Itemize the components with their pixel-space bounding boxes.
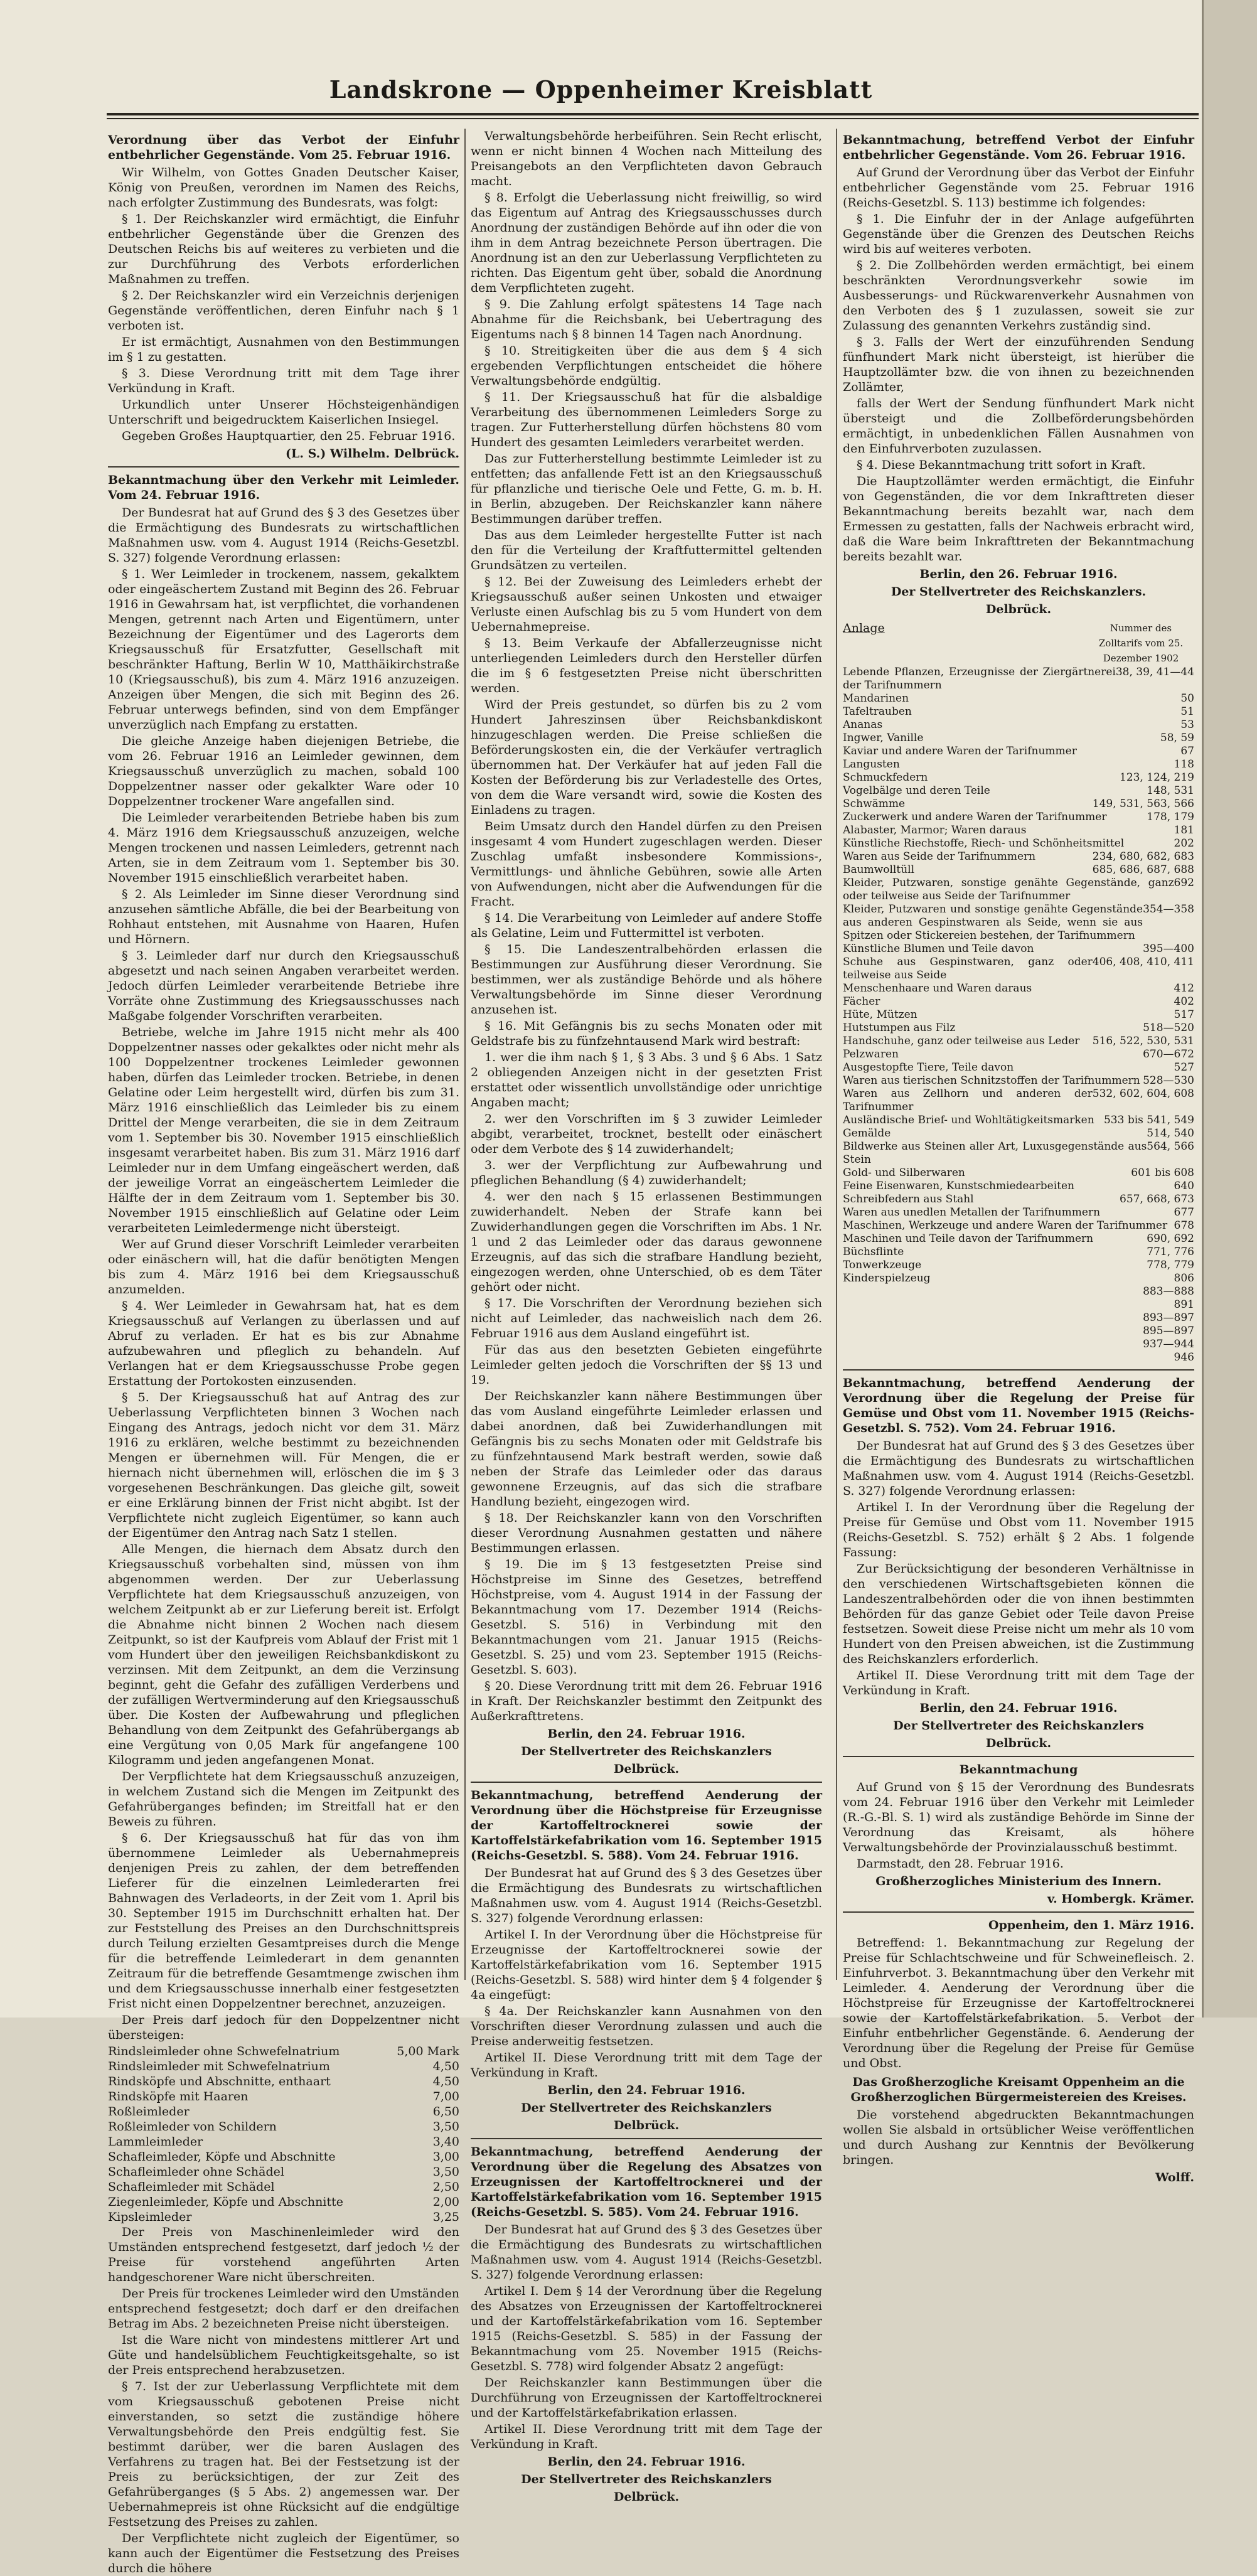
anlage-row-value: 181 [1174,824,1194,836]
anlage-row-value: 51 [1180,705,1194,718]
anlage-row [843,943,1194,956]
date-line: Berlin, den 24. Februar 1916. [547,1727,746,1741]
anlage-row-label: Tafeltrauben [843,705,912,718]
anlage-row [843,1232,1194,1246]
anlage-row [843,798,1194,811]
anlage-row-value: 528—530 [1143,1074,1194,1087]
signature: Wolff. [1155,2171,1194,2184]
anlage-header: Nummer des Zolltarifs vom 25. Dezember 1902 [1098,623,1184,664]
anlage-row-label: Kleider, Putzwaren, sonstige genähte Gegenstände, ganz oder teilweise aus Seide der Tarifnummer [843,877,1174,902]
price-row-label: Lammleimleder [108,2135,203,2149]
anlage-row-value: 67 [1180,745,1194,757]
signature: v. Hombergk. Krämer. [1047,1892,1194,1906]
anlage-row [843,1114,1194,1127]
anlage-row-label: Gold- und Silberwaren [843,1167,965,1179]
price-row-label: Roßleimleder [108,2105,190,2119]
anlage-row-value: 937—944 [1143,1338,1194,1350]
anlage-row-value: 178, 179 [1147,811,1194,823]
anlage-row [843,1008,1194,1022]
anlage-row [843,1259,1194,1272]
anlage-title: Anlage [843,621,885,635]
anlage-row-label: Pelzwaren [843,1048,899,1061]
price-row [108,2104,459,2119]
anlage-row-value: 778, 779 [1147,1259,1194,1271]
paragraph: Der Reichskanzler kann nähere Bestimmungen über das vom Ausland eingeführte Leimleder erlassen und dabei anordnen, daß bei Zuwiderhandlungen mit Gefängnis bis zu sechs Monaten oder mit Geldstrafe bis zu fünfzehntausend Mark bestraft werden, sowie daß neben der Strafe das Leimleder oder das daraus gewonnene Erzeugnis, auf das sich die strafbare Handlung bezieht, eingezogen wird. [471,1389,822,1509]
price-row [108,2179,459,2194]
price-row-label: Ziegenleimleder, Köpfe und Abschnitte [108,2195,343,2209]
anlage-row [843,1140,1194,1167]
anlage-row-label: Ananas [843,719,883,731]
anlage-row [843,705,1194,719]
paragraph: Der Verpflichtete nicht zugleich der Eigentümer, so kann auch der Eigentümer die Festsetzung des Preises durch die höhere [108,2531,459,2575]
anlage-row-value: 533 bis 541, 549 [1103,1114,1194,1126]
anlage-row [843,956,1194,982]
anlage-row-label: Maschinen, Werkzeuge und andere Waren der Tarifnummer [843,1219,1168,1232]
anlage-row-label: Schwämme [843,798,906,810]
anlage-row-value: 883—888 [1143,1285,1194,1298]
paragraph: § 2. Der Reichskanzler wird ein Verzeichnis derjenigen Gegenstände veröffentlichen, deren Einfuhr nach § 1 verboten ist. [108,289,459,333]
paragraph: § 1. Wer Leimleder in trockenem, nassem, gekalktem oder eingeäschertem Zustand mit Beginn des 26. Februar 1916 in Gewahrsam hat, ist verpflichtet, die vorhandenen Mengen, getrennt nach Arten und Eigentümern, unter Bezeichnung der Eigentümer und des Lagerorts dem Kriegsausschuß für Ersatzfutter, Gesellschaft mit beschränkter Haftung, Berlin W 10, Matthäikirchstraße 10 (Kriegsausschuß), bis zum 4. März 1916 anzuzeigen. Anzeigen über Mengen, die sich mit Beginn des 26. Februar unterwegs befinden, sind von dem Empfänger unverzüglich nach Empfang zu erstatten. [108,567,459,732]
anlage-row-label: Handschuhe, ganz oder teilweise aus Leder [843,1035,1080,1047]
paragraph: Betreffend: 1. Bekanntmachung zur Regelung der Preise für Schlachtschweine und für Schweinefleisch. 2. Einfuhrverbot. 3. Bekanntmachung über den Verkehr mit Leimleder. 4. Aenderung der Verordnung über die Höchstpreise für Erzeugnisse der Kartoffeltrocknerei sowie der Kartoffelstärkefabrikation. 5. Verbot der Einfuhr entbehrlicher Gegenstände. 6. Aenderung der Verordnung über die Regelung der Preise für Gemüse und Obst. [843,1936,1194,2070]
anlage-row [843,1325,1194,1338]
paragraph: § 4. Wer Leimleder in Gewahrsam hat, hat es dem Kriegsausschuß auf Verlangen zu überlassen und auf Abruf zu verladen. Er hat es bis zur Abnahme aufzubewahren und pfleglich zu behandeln. Auf Verlangen hat er dem Kriegsausschusse Probe gegen Erstattung der Portokosten einzusenden. [108,1299,459,1388]
paragraph: Der Verpflichtete hat dem Kriegsausschuß anzuzeigen, in welchem Zustand sich die Mengen im Zeitpunkt des Gefahrüberganges befinden; im Streitfall hat er den Beweis zu führen. [108,1770,459,1829]
anlage-row-label: Waren aus tierischen Schnitzstoffen der Tarifnummern [843,1074,1140,1087]
date-line: Berlin, den 24. Februar 1916. [547,2455,746,2469]
paragraph: Artikel I. In der Verordnung über die Höchstpreise für Erzeugnisse der Kartoffeltrocknerei sowie der Kartoffelstärkefabrikation vom 16. September 1915 (Reichs-Gesetzbl. S. 588) wird hinter dem § 4 folgender § 4a eingefügt: [471,1928,822,2002]
anlage-row-value: 514, 540 [1147,1127,1194,1140]
paragraph: § 2. Die Zollbehörden werden ermächtigt, bei einem beschränkten Verordnungsverkehr sowie im Ausbesserungs- und Rückwarenverkehr Ausnahmen von den Verboten des § 1 zuzulassen, soweit sie zur Zulassung des genannten Verkehrs zuständig sind. [843,259,1194,333]
price-row-label: Schafleimleder mit Schädel [108,2180,275,2194]
anlage-row-label: Zuckerwerk und andere Waren der Tarifnummer [843,811,1107,823]
masthead: Landskrone — Oppenheimer Kreisblatt [329,75,873,104]
price-row [108,2074,459,2089]
paragraph: Der Bundesrat hat auf Grund des § 3 des Gesetzes über die Ermächtigung des Bundesrats zu wirtschaftlichen Maßnahmen usw. vom 4. August 1914 (Reichs-Gesetzbl. S. 327) folgende Verordnung erlassen: [471,1866,822,1925]
anlage-row-label: Büchsflinte [843,1246,904,1258]
anlage-row [843,982,1194,995]
paragraph: Zur Berücksichtigung der besonderen Verhältnisse in den verschiedenen Wirtschaftsgebieten können die Landeszentralbehörden oder die von ihnen bestimmten Behörden für das ganze Gebiet oder Teile davon Preise festsetzen. Soweit diese Preise nicht um mehr als 10 vom Hundert von den Preisen abweichen, ist die Zustimmung des Reichskanzlers erforderlich. [843,1562,1194,1666]
anlage-row-label: Ausländische Brief- und Wohltätigkeitsmarken [843,1114,1094,1126]
anlage-row [843,850,1194,863]
price-row-label: Kipsleimleder [108,2210,192,2224]
paragraph: § 12. Bei der Zuweisung des Leimleders erhebt der Kriegsausschuß außer seinen Unkosten und etwaiger Verluste einen Aufschlag bis zu 5 vom Hundert von dem Uebernahmepreise. [471,575,822,634]
anlage-row-value: 412 [1174,982,1194,995]
paragraph: Wer auf Grund dieser Vorschrift Leimleder verarbeiten oder einäschern will, hat die dafür benötigten Mengen bis zum 4. März 1916 bei dem Kriegsausschuß anzumelden. [108,1237,459,1296]
paragraph: Verwaltungsbehörde herbeiführen. Sein Recht erlischt, wenn er nicht binnen 4 Wochen nach Mitteilung des Preisangebots an den Verpflichteten davon Gebrauch macht. [471,129,822,188]
anlage-row [843,1193,1194,1206]
anlage-row-label: Hüte, Mützen [843,1008,917,1021]
anlage-row [843,863,1194,877]
column-divider-1 [464,129,466,1980]
anlage-row [843,1022,1194,1035]
paragraph: § 1. Die Einfuhr der in der Anlage aufgeführten Gegenstände über die Grenzen des Deutschen Reichs wird bis auf weiteres verboten. [843,212,1194,256]
signature-title: Der Stellvertreter des Reichskanzlers [521,2472,772,2486]
anlage-row-value: 202 [1174,837,1194,850]
paragraph: Der Preis darf jedoch für den Doppelzentner nicht übersteigen: [108,2013,459,2042]
signature: Delbrück. [613,2119,680,2132]
anlage-row-label: Künstliche Riechstoffe, Riech- und Schönheitsmittel [843,837,1125,850]
separator [843,1369,1194,1371]
anlage-row-value: 640 [1174,1180,1194,1192]
anlage-row [843,771,1194,784]
anlage-row-label: Schmuckfedern [843,771,928,784]
price-row-value: 3,50 [432,2165,459,2179]
date-line: Oppenheim, den 1. März 1916. [988,1918,1194,1932]
price-row-label: Rindsleimleder mit Schwefelnatrium [108,2060,330,2073]
price-row-label: Schafleimleder ohne Schädel [108,2165,284,2179]
anlage-list [843,666,1194,1364]
paragraph: § 14. Die Verarbeitung von Leimleder auf andere Stoffe als Gelatine, Leim und Futtermittel ist verboten. [471,911,822,940]
anlage-row-value: 678 [1174,1219,1194,1232]
anlage-row [843,758,1194,771]
price-row-value: 2,50 [432,2180,459,2194]
paragraph: Artikel I. In der Verordnung über die Regelung der Preise für Gemüse und Obst vom 11. November 1915 (Reichs-Gesetzbl. S. 752) erhält § 2 Abs. 1 folgende Fassung: [843,1500,1194,1559]
paragraph: Für das aus den besetzten Gebieten eingeführte Leimleder gelten jedoch die Vorschriften der §§ 13 und 19. [471,1343,822,1387]
anlage-row [843,745,1194,758]
anlage-row-value: 690, 692 [1147,1232,1194,1245]
anlage-row-label: Lebende Pflanzen, Erzeugnisse der Ziergärtnerei der Tarifnummern [843,666,1116,692]
anlage-row-value: 53 [1180,719,1194,731]
anlage-row [843,1167,1194,1180]
paragraph: § 6. Der Kriegsausschuß hat für das von ihm übernommene Leimleder als Uebernahmepreis denjenigen Preis zu zahlen, der dem betreffenden Lieferer für die einzelnen Leimlederarten frei Bahnwagen des Verladeorts, in der Zeit vom 1. April bis 30. September 1915 im Durchschnitt erhalten hat. Der zur Feststellung des Preises an den Durchschnittspreis durch Teilung erzielten Gesamtpreises durch die Menge für die betreffende Leimlederart in dem genannten Zeitraum für die betreffende Gesamtmenge zwischen ihm und dem Kriegsausschusse innerhalb einer festgesetzten Frist nicht einen Doppelzentner berechnet, anzuzeigen. [108,1831,459,2011]
paragraph: 4. wer den nach § 15 erlassenen Bestimmungen zuwiderhandelt. Neben der Strafe kann bei Zuwiderhandlungen gegen die Vorschriften im Abs. 1 Nr. 1 und 2 das Leimleder oder das daraus gewonnene Erzeugnis, auf das sich die strafbare Handlung bezieht, eingezogen werden, ohne Unterschied, ob es dem Täter gehört oder nicht. [471,1190,822,1294]
price-row [108,2194,459,2210]
signature: Delbrück. [985,1736,1052,1750]
anlage-row-value: 50 [1180,692,1194,705]
paragraph: 1. wer die ihm nach § 1, § 3 Abs. 3 und § 6 Abs. 1 Satz 2 obliegenden Anzeigen nicht in der gesetzten Frist erstattet oder wissentlich unvollständige oder unrichtige Angaben macht; [471,1050,822,1109]
price-row [108,2089,459,2104]
anlage-row [843,719,1194,732]
anlage-row-label: Tonwerkzeuge [843,1259,922,1271]
separator [108,466,459,468]
anlage-row-value: 891 [1174,1298,1194,1311]
masthead-rule [107,113,1199,115]
paragraph: § 13. Beim Verkaufe der Abfallerzeugnisse nicht unterliegenden Leimleders durch den Hersteller dürfen die im § 6 festgesetzten Preise nicht überschritten werden. [471,636,822,695]
paragraph: Der Reichskanzler kann Bestimmungen über die Durchführung von Erzeugnissen der Kartoffeltrocknerei und der Kartoffelstärkefabrikation erlassen. [471,2376,822,2420]
paragraph: § 4. Diese Bekanntmachung tritt sofort in Kraft. [857,458,1146,472]
anlage-row-value: 685, 686, 687, 688 [1092,863,1194,876]
anlage-row-label: Mandarinen [843,692,909,705]
anlage-row-label: Baumwolltüll [843,863,915,876]
anlage-row-label: Langusten [843,758,900,771]
anlage-row-value: 118 [1174,758,1194,771]
paragraph: § 18. Der Reichskanzler kann von den Vorschriften dieser Verordnung Ausnahmen gestatten und nähere Bestimmungen erlassen. [471,1511,822,1555]
price-row-value: 3,40 [432,2135,459,2149]
price-row-label: Roßleimleder von Schildern [108,2120,277,2134]
price-row-label: Schafleimleder, Köpfe und Abschnitte [108,2150,336,2164]
anlage-row [843,1312,1194,1325]
paragraph: Der Preis für trockenes Leimleder wird den Umständen entsprechend festgesetzt; doch darf er den dreifachen Betrag im Abs. 2 bezeichneten Preise nicht übersteigen. [108,2287,459,2331]
paragraph: Wir Wilhelm, von Gottes Gnaden Deutscher Kaiser, König von Preußen, verordnen im Namen des Reichs, nach erfolgter Zustimmung des Bundesrats, was folgt: [108,166,459,210]
separator [843,1756,1194,1757]
adjacent-page-edge [1202,0,1257,2018]
anlage-row-label: Waren aus unedlen Metallen der Tarifnummern [843,1206,1101,1219]
anlage-row-value: 564, 566 [1147,1140,1194,1153]
separator [471,2138,822,2139]
paragraph: Urkundlich unter Unserer Höchsteigenhändigen Unterschrift und beigedrucktem Kaiserlichen Insiegel. [108,398,459,427]
anlage-row-value: 123, 124, 219 [1120,771,1194,784]
anlage-row-value: 771, 776 [1147,1246,1194,1258]
anlage-row [843,666,1194,692]
price-row-label: Rindsköpfe und Abschnitte, enthaart [108,2075,331,2088]
anlage-row-label: Waren aus Seide der Tarifnummern [843,850,1036,863]
anlage-row-label: Kaviar und andere Waren der Tarifnummer [843,745,1077,757]
price-row-value: 4,50 [432,2060,459,2073]
column-2 [471,129,822,2504]
signature-title: Großherzogliches Ministerium des Innern. [875,1874,1162,1888]
anlage-row [843,1272,1194,1285]
price-row [108,2059,459,2074]
article-title: Bekanntmachung über den Verkehr mit Leimleder. Vom 24. Februar 1916. [108,473,459,502]
paragraph: Gegeben Großes Hauptquartier, den 25. Februar 1916. [122,429,456,443]
paragraph: Ist die Ware nicht von mindestens mittlerer Art und Güte und handelsüblichem Feuchtigkeitsgehalte, so ist der Preis entsprechend herabzusetzen. [108,2333,459,2377]
anlage-row [843,995,1194,1008]
price-row [108,2119,459,2134]
anlage-row-label: Menschenhaare und Waren daraus [843,982,1032,995]
anlage-row-label: Kleider, Putzwaren und sonstige genähte Gegenstände aus anderen Gespinstwaren als Seide, wenn sie aus Spitzen oder Stickereien bestehen, der Tarifnummern [843,903,1143,942]
anlage-row-value: 38, 39, 41—44 [1115,666,1194,678]
paragraph: Er ist ermächtigt, Ausnahmen von den Bestimmungen im § 1 zu gestatten. [108,335,459,364]
anlage-row-value: 806 [1174,1272,1194,1285]
anlage-row-value: 657, 668, 673 [1120,1193,1194,1205]
anlage-row [843,1285,1194,1298]
article-title: Das Großherzogliche Kreisamt Oppenheim an die Großherzoglichen Bürgermeistereien des Kreises. [850,2075,1187,2104]
anlage-row-value: 893—897 [1143,1312,1194,1324]
anlage-row-value: 518—520 [1143,1022,1194,1034]
paragraph: Betriebe, welche im Jahre 1915 nicht mehr als 400 Doppelzentner nasses oder gekalktes oder nicht mehr als 100 Doppelzentner trockenes Leimleder gewonnen haben, dürfen das Leimleder trocken. Betriebe, in denen Gelatine oder Leim hergestellt wird, dürfen bis zum 31. März 1916 einschließlich das Leimleder bis zu einem Drittel der Menge verarbeiten, die sie in dem Zeitraum vom 1. September bis 30. November 1915 einschließlich insgesamt verarbeitet haben. Bis zum 31. März 1916 darf Leimleder nur in dem Umfang eingeäschert werden, daß der jeweilige Vorrat an eingeäschertem Leimleder die Hälfte der in dem Zeitraum vom 1. September bis 30. November 1915 einschließlich auf Gelatine oder Leim verarbeiteten Leimledermenge nicht übersteigt. [108,1025,459,1235]
price-list [108,2044,459,2225]
paragraph: § 1. Der Reichskanzler wird ermächtigt, die Einfuhr entbehrlicher Gegenstände über die Grenzen des Deutschen Reichs bis auf weiteres zu verbieten und die zur Durchführung des Verbots erforderlichen Maßnahmen zu treffen. [108,212,459,286]
anlage-row-label: Waren aus Zellhorn und anderen der Tarifnummer [843,1088,1093,1113]
paragraph: § 7. Ist der zur Ueberlassung Verpflichtete mit dem vom Kriegsausschuß gebotenen Preise nicht einverstanden, so setzt die zuständige höhere Verwaltungsbehörde den Preis endgültig fest. Sie bestimmt darüber, wer die baren Auslagen des Verfahrens zu tragen hat. Bei der Festsetzung ist der Preis zu berücksichtigen, der zur Zeit des Gefahrüberganges (§ 5 Abs. 2) angemessen war. Der Uebernahmepreis ist ohne Rücksicht auf die endgültige Festsetzung des Preises zu zahlen. [108,2380,459,2529]
price-row-value: 5,00 Mark [397,2044,459,2058]
anlage-row-value: 148, 531 [1147,784,1194,797]
column-3 [843,129,1194,2184]
column-1 [108,129,459,2575]
anlage-row-value: 149, 531, 563, 566 [1092,798,1194,810]
date-line: Berlin, den 24. Februar 1916. [919,1701,1118,1715]
paragraph: § 3. Leimleder darf nur durch den Kriegsausschuß abgesetzt und nach seinen Angaben verarbeitet werden. Jedoch dürfen Leimleder verarbeitende Betriebe ihre Vorräte ohne Zustimmung des Kriegsausschusses nach Maßgabe folgender Vorschriften verarbeiten. [108,949,459,1023]
anlage-row [843,1298,1194,1312]
anlage-row-value: 946 [1174,1351,1194,1364]
price-row-value: 4,50 [432,2075,459,2088]
anlage-row-label: Ingwer, Vanille [843,732,924,744]
paragraph: Alle Mengen, die hiernach dem Absatz durch den Kriegsausschuß vorbehalten sind, müssen von ihm abgenommen werden. Der zur Ueberlassung Verpflichtete hat dem Kriegsausschuß anzuzeigen, von welchem Zeitpunkt ab er zur Lieferung bereit ist. Erfolgt die Abnahme nicht binnen 2 Wochen nach diesem Zeitpunkt, so ist der Kaufpreis vom Ablauf der Frist mit 1 vom Hundert über den jeweiligen Reichsbankdiskont zu verzinsen. Mit dem Zeitpunkt, an dem die Verzinsung beginnt, geht die Gefahr des zufälligen Verderbens und der zufälligen Wertverminderung auf den Kriegsausschuß über. Die Kosten der Aufbewahrung und pfleglichen Behandlung von dem Zeitpunkt des Gefahrübergangs ab eine Vergütung von 0,05 Mark für angefangene 100 Kilogramm und jeden angefangenen Monat. [108,1542,459,1767]
signature-title: Der Stellvertreter des Reichskanzlers. [891,585,1147,599]
article-title: Bekanntmachung, betreffend Aenderung der Verordnung über die Regelung des Absatzes von Erzeugnissen der Kartoffeltrocknerei und der Kartoffelstärkefabrikation vom 16. September 1915 (Reichs-Gesetzbl. S. 585). Vom 24. Februar 1916. [471,2145,822,2219]
anlage-row [843,811,1194,824]
paragraph: § 15. Die Landeszentralbehörden erlassen die Bestimmungen zur Ausführung dieser Verordnung. Sie bestimmen, wer als zuständige Behörde und als höhere Verwaltungsbehörde im Sinne dieser Verordnung anzusehen ist. [471,943,822,1017]
paragraph: § 5. Der Kriegsausschuß hat auf Antrag des zur Ueberlassung Verpflichteten binnen 3 Wochen nach Eingang des Antrags, jedoch nicht vor dem 31. März 1916 zu erklären, welche bestimmt zu bezeichnenden Mengen er übernehmen will. Für Mengen, die er hiernach nicht übernehmen will, erlöschen die im § 3 vorgesehenen Beschränkungen. Das gleiche gilt, soweit er eine Erklärung binnen der Frist nicht abgibt. Ist der Verpflichtete nicht zugleich Eigentümer, so kann auch der Eigentümer den Antrag nach Satz 1 stellen. [108,1391,459,1540]
anlage-row [843,877,1194,903]
anlage-row-value: 354—358 [1143,903,1194,916]
paragraph: § 16. Mit Gefängnis bis zu sechs Monaten oder mit Geldstrafe bis zu fünfzehntausend Mark wird bestraft: [471,1019,822,1048]
anlage-row [843,1048,1194,1061]
anlage-row [843,1180,1194,1193]
paragraph: § 3. Diese Verordnung tritt mit dem Tage ihrer Verkündung in Kraft. [108,366,459,395]
paragraph: § 19. Die im § 13 festgesetzten Preise sind Höchstpreise im Sinne des Gesetzes, betreffend Höchstpreise, vom 4. August 1914 in der Fassung der Bekanntmachung vom 17. Dezember 1914 (Reichs-Gesetzbl. S. 516) in Verbindung mit den Bekanntmachungen vom 21. Januar 1915 (Reichs-Gesetzbl. S. 25) und vom 23. September 1915 (Reichs-Gesetzbl. S. 603). [471,1558,822,1677]
signature: (L. S.) Wilhelm. Delbrück. [286,447,459,461]
anlage-row-value: 517 [1174,1008,1194,1021]
price-row [108,2210,459,2225]
date-line: Darmstadt, den 28. Februar 1916. [857,1857,1064,1871]
signature: Delbrück. [985,602,1052,616]
anlage-row [843,1088,1194,1114]
price-row-value: 3,00 [432,2150,459,2164]
paragraph: § 11. Der Kriegsausschuß hat für die alsbaldige Verarbeitung des übernommenen Leimleders Sorge zu tragen. Zur Futterherstellung dürfen höchstens 80 vom Hundert des gesamten Leimleders verarbeitet werden. [471,390,822,449]
paragraph: § 4a. Der Reichskanzler kann Ausnahmen von den Vorschriften dieser Verordnung zulassen und auch die Preise anderweitig festsetzen. [471,2004,822,2048]
signature: Delbrück. [613,2490,680,2504]
masthead-rule-thin [107,118,1199,119]
price-row-value: 3,25 [432,2210,459,2224]
paragraph: § 3. Falls der Wert der einzuführenden Sendung fünfhundert Mark nicht übersteigt, ist hierüber die Hauptzollämter bzw. die von ihnen zu bezeichnenden Zollämter, [843,335,1194,394]
anlage-row-label: Schuhe aus Gespinstwaren, ganz oder teilweise aus Seide [843,956,1093,981]
anlage-row [843,1206,1194,1219]
anlage-row-label: Fächer [843,995,880,1008]
paragraph: Artikel I. Dem § 14 der Verordnung über die Regelung des Absatzes von Erzeugnissen der Kartoffeltrocknerei und der Kartoffelstärkefabrikation vom 16. September 1915 (Reichs-Gesetzbl. S. 585) in der Fassung der Bekanntmachung vom 25. November 1915 (Reichs-Gesetzbl. S. 778) wird folgender Absatz 2 angefügt: [471,2284,822,2373]
anlage-row [843,837,1194,850]
article-title: Bekanntmachung, betreffend Aenderung der Verordnung über die Regelung der Preise für Gemüse und Obst vom 11. November 1915 (Reichs-Gesetzbl. S. 752). Vom 24. Februar 1916. [843,1376,1194,1435]
anlage-row-value: 895—897 [1143,1325,1194,1337]
anlage-row [843,1074,1194,1088]
anlage-row [843,1061,1194,1074]
paragraph: § 17. Die Vorschriften der Verordnung beziehen sich nicht auf Leimleder, das nachweislich nach dem 26. Februar 1916 aus dem Ausland eingeführt ist. [471,1296,822,1340]
anlage-row-label: Alabaster, Marmor; Waren daraus [843,824,1027,836]
paragraph: § 20. Diese Verordnung tritt mit dem 26. Februar 1916 in Kraft. Der Reichskanzler bestimmt den Zeitpunkt des Außerkrafttretens. [471,1679,822,1723]
date-line: Berlin, den 26. Februar 1916. [919,567,1118,581]
paragraph: Der Bundesrat hat auf Grund des § 3 des Gesetzes über die Ermächtigung des Bundesrats zu wirtschaftlichen Maßnahmen usw. vom 4. August 1914 (Reichs-Gesetzbl. S. 327) folgende Verordnung erlassen: [843,1439,1194,1498]
signature-title: Der Stellvertreter des Reichskanzlers [521,2101,772,2115]
anlage-row-value: 58, 59 [1160,732,1194,744]
anlage-row [843,1219,1194,1232]
anlage-row [843,1351,1194,1364]
price-row [108,2149,459,2164]
paragraph: Die Hauptzollämter werden ermächtigt, die Einfuhr von Gegenständen, die vor dem Inkrafttreten dieser Bekanntmachung bereits bezahlt war, nach dem Ermessen zu gestatten, falls der Nachweis erbracht wird, daß die Ware beim Inkrafttreten der Bekanntmachung bereits bezahlt war. [843,474,1194,564]
paragraph: § 10. Streitigkeiten über die aus dem § 4 sich ergebenden Verpflichtungen entscheidet die höhere Verwaltungsbehörde endgültig. [471,344,822,388]
paragraph: Der Bundesrat hat auf Grund des § 3 des Gesetzes über die Ermächtigung des Bundesrats zu wirtschaftlichen Maßnahmen usw. vom 4. August 1914 (Reichs-Gesetzbl. S. 327) folgende Verordnung erlassen: [471,2223,822,2282]
price-row [108,2044,459,2059]
paragraph: Artikel II. Diese Verordnung tritt mit dem Tage der Verkündung in Kraft. [843,1669,1194,1697]
paragraph: § 9. Die Zahlung erfolgt spätestens 14 Tage nach Abnahme für die Reichsbank, bei Uebertragung des Eigentums nach § 8 binnen 14 Tagen nach Anordnung. [471,297,822,341]
anlage-row [843,1246,1194,1259]
anlage-row-value: 516, 522, 530, 531 [1092,1035,1194,1047]
price-row-value: 6,50 [432,2105,459,2119]
paragraph: Der Bundesrat hat auf Grund des § 3 des Gesetzes über die Ermächtigung des Bundesrats zu wirtschaftlichen Maßnahmen usw. vom 4. August 1914 (Reichs-Gesetzbl. S. 327) folgende Verordnung erlassen: [108,506,459,565]
anlage-row-label: Ausgestopfte Tiere, Teile davon [843,1061,1014,1074]
anlage-row-value: 670—672 [1143,1048,1194,1061]
signature-title: Der Stellvertreter des Reichskanzlers [893,1719,1144,1733]
paragraph: Auf Grund von § 15 der Verordnung des Bundesrats vom 24. Februar 1916 über den Verkehr mit Leimleder (R.-G.-Bl. S. 1) wird als zuständige Behörde im Sinne der Verordnung das Kreisamt, als höhere Verwaltungsbehörde der Provinzialausschuß bestimmt. [843,1780,1194,1854]
separator [471,1782,822,1783]
separator [843,1911,1194,1913]
anlage-row [843,824,1194,837]
anlage-row-value: 532, 602, 604, 608 [1092,1088,1194,1100]
anlage-row-label: Künstliche Blumen und Teile davon [843,943,1034,955]
price-row-label: Rindsleimleder ohne Schwefelnatrium [108,2044,340,2058]
paragraph: Die gleiche Anzeige haben diejenigen Betriebe, die vom 26. Februar 1916 an Leimleder gewinnen, dem Kriegsausschuß unverzüglich zu machen, sobald 100 Doppelzentner nasser oder gekalkter Ware oder 10 Doppelzentner trockener Ware angefallen sind. [108,734,459,808]
anlage-row-value: 234, 680, 682, 683 [1092,850,1194,863]
paragraph: Das aus dem Leimleder hergestellte Futter ist nach den für die Verteilung der Kraftfuttermittel geltenden Grundsätzen zu verteilen. [471,528,822,572]
anlage-row-value: 527 [1174,1061,1194,1074]
price-row-label: Rindsköpfe mit Haaren [108,2090,249,2103]
paragraph: Beim Umsatz durch den Handel dürfen zu den Preisen insgesamt 4 vom Hundert zugeschlagen werden. Dieser Zuschlag umfaßt insbesondere Kommissions-, Vermittlungs- und ähnliche Gebühren, sowie alle Arten von Aufwendungen, nicht aber die Aufwendungen für die Fracht. [471,820,822,909]
signature: Delbrück. [613,1762,680,1776]
date-line: Berlin, den 24. Februar 1916. [547,2083,746,2097]
paragraph: Die vorstehend abgedruckten Bekanntmachungen wollen Sie alsbald in ortsüblicher Weise veröffentlichen und durch Aushang zur Kenntnis der Bevölkerung bringen. [843,2108,1194,2167]
anlage-row [843,1338,1194,1351]
anlage-row [843,903,1194,943]
anlage-row-value: 677 [1174,1206,1194,1219]
paragraph: Artikel II. Diese Verordnung tritt mit dem Tage der Verkündung in Kraft. [471,2422,822,2451]
article-title: Bekanntmachung, betreffend Verbot der Einfuhr entbehrlicher Gegenstände. Vom 26. Februar 1916. [843,133,1194,162]
anlage-row-label: Maschinen und Teile davon der Tarifnummern [843,1232,1094,1245]
paragraph: Wird der Preis gestundet, so dürfen bis zu 2 vom Hundert Jahreszinsen über Reichsbankdiskont hinzugeschlagen werden. Die Preise schließen die Beförderungskosten ein, die der Verkäufer vertraglich übernommen hat. Der Verkäufer hat auf jeden Fall die Kosten der Beförderung bis zur Verladestelle des Ortes, von dem die Ware versandt wird, sowie die Kosten des Einladens zu tragen. [471,698,822,817]
anlage-row [843,1035,1194,1048]
anlage-row [843,784,1194,798]
paragraph: Das zur Futterherstellung bestimmte Leimleder ist zu entfetten; das anfallende Fett ist an den Kriegsausschuß für pflanzliche und tierische Oele und Fette, G. m. b. H. in Berlin, abzugeben. Der Reichskanzler kann nähere Bestimmungen darüber treffen. [471,452,822,526]
paragraph: 2. wer den Vorschriften im § 3 zuwider Leimleder abgibt, verarbeitet, trocknet, bestellt oder einäschert oder dem Verbote des § 14 zuwiderhandelt; [471,1112,822,1156]
anlage-row-label: Kinderspielzeug [843,1272,931,1285]
anlage-row-label: Hutstumpen aus Filz [843,1022,956,1034]
paragraph: Der Preis von Maschinenleimleder wird den Umständen entsprechend festgesetzt, darf jedoch ½ der Preise für vorstehend angeführten Arten handgeschorener Ware nicht überschreiten. [108,2225,459,2284]
anlage-row [843,1127,1194,1140]
anlage-row-value: 601 bis 608 [1131,1167,1194,1179]
anlage-row-label: Schreibfedern aus Stahl [843,1193,974,1205]
article-title: Bekanntmachung, betreffend Aenderung der Verordnung über die Höchstpreise für Erzeugnisse der Kartoffeltrocknerei sowie der Kartoffelstärkefabrikation vom 16. September 1915 (Reichs-Gesetzbl. S. 588). Vom 24. Februar 1916. [471,1788,822,1863]
price-row-value: 3,50 [432,2120,459,2134]
anlage-row [843,732,1194,745]
anlage-row-label: Feine Eisenwaren, Kunstschmiedearbeiten [843,1180,1075,1192]
article-title: Verordnung über das Verbot der Einfuhr entbehrlicher Gegenstände. Vom 25. Februar 1916. [108,133,459,162]
paragraph: § 2. Als Leimleder im Sinne dieser Verordnung sind anzusehen sämtliche Abfälle, die bei der Bearbeitung von Rohhaut entstehen, mit Ausnahme von Haaren, Hufen und Hörnern. [108,887,459,946]
paragraph: Auf Grund der Verordnung über das Verbot der Einfuhr entbehrlicher Gegenstände vom 25. Februar 1916 (Reichs-Gesetzbl. S. 113) bestimme ich folgendes: [843,166,1194,210]
anlage-row-value: 402 [1174,995,1194,1008]
paragraph: § 8. Erfolgt die Ueberlassung nicht freiwillig, so wird das Eigentum auf Antrag des Kriegsausschusses durch Anordnung der zuständigen Behörde auf ihn oder die von ihm in dem Antrag bezeichnete Person übertragen. Die Anordnung ist an den zur Ueberlassung Verpflichteten zu richten. Das Eigentum geht über, sobald die Anordnung dem Verpflichteten zugeht. [471,191,822,295]
anlage-row-label: Gemälde [843,1127,891,1140]
anlage-row-value: 692 [1174,877,1194,889]
paragraph: 3. wer der Verpflichtung zur Aufbewahrung und pfleglichen Behandlung (§ 4) zuwiderhandelt; [471,1158,822,1187]
paragraph: Artikel II. Diese Verordnung tritt mit dem Tage der Verkündung in Kraft. [471,2051,822,2080]
anlage-row-value: 406, 408, 410, 411 [1092,956,1194,968]
paragraph: falls der Wert der Sendung fünfhundert Mark nicht übersteigt und die Zollbeförderungsbehörden ermächtigt, in unbedenklichen Fällen Ausnahmen von den Einfuhrverboten zuzulassen. [843,397,1194,456]
paragraph: Die Leimleder verarbeitenden Betriebe haben bis zum 4. März 1916 dem Kriegsausschuß anzuzeigen, welche Mengen trockenen und nassen Leimleders, getrennt nach Arten, sie in dem Zeitraum vom 1. September bis 30. November 1915 einschließlich verarbeitet haben. [108,811,459,885]
column-divider-2 [836,129,837,1980]
anlage-row-label: Bildwerke aus Steinen aller Art, Luxusgegenstände aus Stein [843,1140,1147,1166]
article-title: Bekanntmachung [959,1763,1078,1777]
price-row [108,2134,459,2149]
price-row-value: 2,00 [432,2195,459,2209]
price-row [108,2164,459,2179]
anlage-row-label: Vogelbälge und deren Teile [843,784,990,797]
anlage-row-value: 395—400 [1143,943,1194,955]
price-row-value: 7,00 [432,2090,459,2103]
anlage-row [843,692,1194,705]
signature-title: Der Stellvertreter des Reichskanzlers [521,1745,772,1758]
